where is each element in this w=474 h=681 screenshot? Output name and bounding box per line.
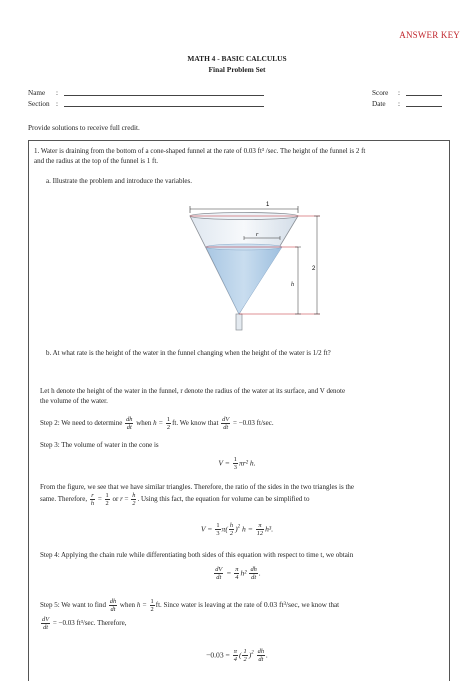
score-line[interactable] [406,88,442,96]
step-5: Step 5: We want to find $\frac{dh}{dt}$ when h = $\frac{1}{2}$ ft. Since water is leaving at the rate of 0.03 ft³/sec, we know that [40,598,340,613]
part-b-prompt: b. At what rate is the height of the water in the funnel changing when the height of the water is 1/2 ft? [46,349,331,357]
water-height-label: h [291,282,294,288]
date-label: Date [372,100,386,108]
top-radius-label: 1 [266,202,270,208]
funnel-diagram [180,196,330,336]
problem-statement-line-2: and the radius at the top of the funnel is 1 ft. [34,157,159,165]
chain-rule-equation: $\frac{dV}{dt}$ = $\frac{\pi}{4}$ h² $\frac{dh}{dt}$ . [215,566,261,581]
funnel-spout [236,314,242,330]
document-subtitle: Final Problem Set [208,65,266,74]
answer-key-label: ANSWER KEY [399,30,460,40]
simplified-volume-formula: V = $\frac{1}{3}$ π( $\frac{h}{2}$ )$^2$ h = $\frac{\pi}{12}$ h³. [200,522,274,537]
score-label: Score [372,89,389,97]
part-a-prompt: a. Illustrate the problem and introduce the variables. [46,177,192,185]
step-2: Step 2: We need to determine $\frac{dh}{dt}$ when h = $\frac{1}{2}$ ft. We know that $\frac{dV}{dt}$ = −0.03 ft/sec. [40,416,274,431]
name-field[interactable]: Name : [28,88,264,97]
step-4: Step 4: Applying the chain rule while differentiating both sides of this equation with respect to time t, we obtain [40,551,354,559]
final-equation: −0.03 = $\frac{\pi}{4}$ ( $\frac{1}{2}$ )$^2$ $\frac{dh}{dt}$ . [206,648,268,663]
solution-intro [40,386,444,406]
solution-intro-line-2: the volume of the water. [40,397,108,405]
funnel-height-label: 2 [312,266,316,272]
instructions: Provide solutions to receive full credit. [28,124,140,132]
date-line[interactable] [406,99,442,107]
name-label: Name [28,89,46,97]
problem-statement [34,146,444,166]
volume-formula: V = $\frac{1}{3}$ πr² h. [218,456,256,471]
section-line[interactable] [64,99,264,107]
section-field[interactable]: Section : [28,99,264,108]
course-title: MATH 4 - BASIC CALCULUS [187,54,287,63]
score-field[interactable]: Score : [372,88,442,97]
name-line[interactable] [64,88,264,96]
water-radius-label: r [256,232,259,238]
step-5-rate: $\frac{dV}{dt}$ = −0.03 ft³/sec. Therefore, [42,616,127,631]
problem-statement-line-1: 1. Water is draining from the bottom of a cone-shaped funnel at the rate of 0.03 ft³ /sec. The height of the funnel is 2 ft [34,147,366,155]
section-label: Section [28,100,50,108]
water-volume [206,247,282,314]
similar-triangles: From the figure, we see that we have similar triangles. Therefore, the ratio of the sides in the two triangles is the same. Therefore, $\frac{r}{h}$ = $\frac{1}{2}$ or r = $\frac{h}{2}$ . Using this fact, the equation for volume can be simplified to [40,483,354,507]
date-field[interactable]: Date : [372,99,442,108]
solution-intro-line-1: Let h denote the height of the water in the funnel, r denote the radius of the water at its surface, and V denote [40,387,346,395]
step-3: Step 3: The volume of water in the cone is [40,441,159,449]
